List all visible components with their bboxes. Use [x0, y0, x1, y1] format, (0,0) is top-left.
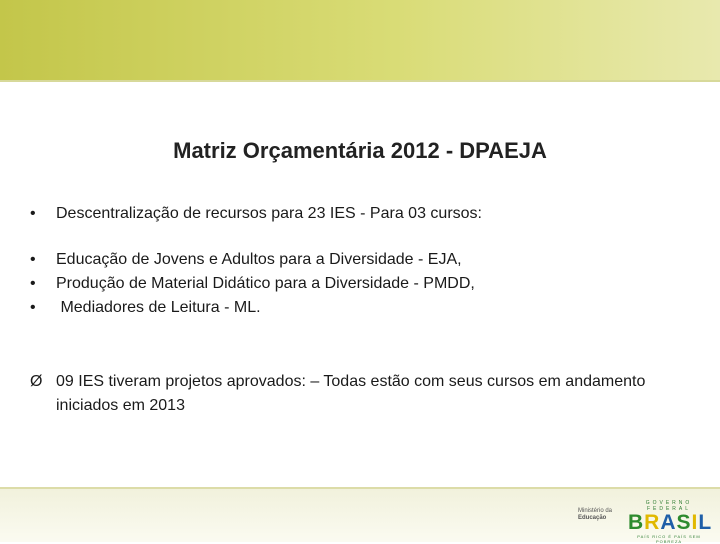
conclusion-item — [30, 370, 670, 418]
brasil-letter: R — [644, 511, 661, 534]
course-item-text: Educação de Jovens e Adultos para a Diversidade - EJA, — [56, 251, 462, 268]
bullet-icon: • — [30, 251, 36, 268]
ministry-logo — [578, 508, 618, 522]
brasil-tagline: PAÍS RICO É PAÍS SEM POBREZA — [637, 534, 701, 544]
brasil-letter: B — [628, 511, 645, 534]
conclusion-text: 09 IES tiveram projetos aprovados: – Todas estão com seus cursos em andamento iniciados em 2013 — [56, 373, 646, 414]
course-item-text: Produção de Material Didático para a Diversidade - PMDD, — [56, 275, 475, 292]
bullet-icon: • — [30, 299, 36, 316]
bullet-icon: • — [30, 205, 36, 222]
governo-federal-brasil-logo — [628, 500, 713, 544]
gov-label: GOVERNO FEDERAL — [645, 500, 693, 512]
arrow-bullet-icon: Ø — [30, 373, 43, 390]
course-item — [30, 274, 475, 294]
course-item-text: Mediadores de Leitura - ML. — [56, 299, 261, 316]
intro-bullet — [30, 204, 482, 224]
brasil-letter: L — [698, 511, 713, 534]
course-item — [30, 298, 261, 318]
ministry-line1: Ministério da — [578, 508, 613, 514]
intro-bullet-text: Descentralização de recursos para 23 IES - Para 03 cursos: — [56, 205, 482, 222]
brasil-letter: S — [676, 511, 692, 534]
brasil-letter: I — [691, 511, 699, 534]
course-item — [30, 250, 462, 270]
brasil-letter: A — [660, 511, 677, 534]
slide-title: Matriz Orçamentária 2012 - DPAEJA — [173, 138, 547, 163]
header-band — [0, 0, 720, 80]
header-divider — [0, 80, 720, 82]
brasil-wordmark — [628, 511, 713, 534]
ministry-line2: Educação — [578, 515, 607, 521]
bullet-icon: • — [30, 275, 36, 292]
